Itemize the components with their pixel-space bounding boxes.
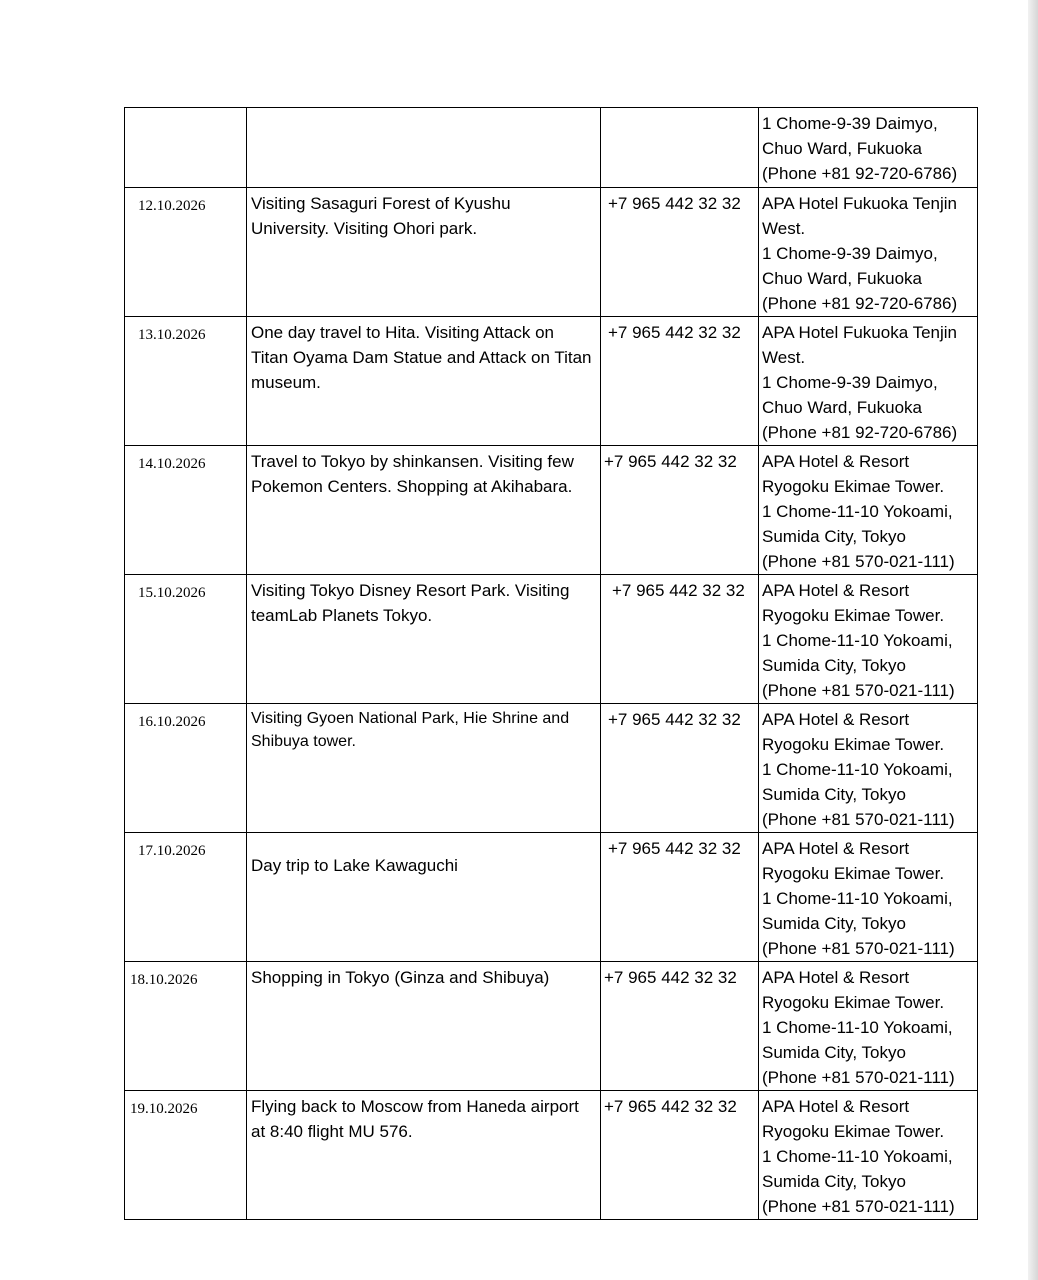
table-row bbox=[125, 317, 978, 446]
table-row bbox=[125, 1091, 978, 1220]
activity-cell: Shopping in Tokyo (Ginza and Shibuya) bbox=[247, 962, 601, 1091]
date-cell: 18.10.2026 bbox=[125, 962, 247, 1091]
hotel-cell: APA Hotel & Resort Ryogoku Ekimae Tower. 1 Chome-11-10 Yokoami, Sumida City, Tokyo (Phone +81 570-021-111) bbox=[759, 704, 978, 833]
date-cell: 15.10.2026 bbox=[125, 575, 247, 704]
date-cell: 19.10.2026 bbox=[125, 1091, 247, 1220]
phone-cell: +7 965 442 32 32 bbox=[601, 833, 759, 962]
phone-cell: +7 965 442 32 32 bbox=[601, 188, 759, 317]
activity-cell bbox=[247, 188, 601, 317]
phone-cell: +7 965 442 32 32 bbox=[601, 317, 759, 446]
hotel-cell: APA Hotel & Resort Ryogoku Ekimae Tower. 1 Chome-11-10 Yokoami, Sumida City, Tokyo (Phone +81 570-021-111) bbox=[759, 1091, 978, 1220]
activity-cell: Flying back to Moscow from Haneda airport at 8:40 flight MU 576. bbox=[247, 1091, 601, 1220]
date-cell: 14.10.2026 bbox=[125, 446, 247, 575]
phone-cell: +7 965 442 32 32 bbox=[601, 446, 759, 575]
table-row bbox=[125, 962, 978, 1091]
activity-cell bbox=[247, 108, 601, 188]
table-row bbox=[125, 446, 978, 575]
phone-cell bbox=[601, 108, 759, 188]
date-cell bbox=[125, 108, 247, 188]
page-edge-shadow bbox=[1028, 0, 1038, 1280]
date-cell: 16.10.2026 bbox=[125, 704, 247, 833]
itinerary-table bbox=[124, 107, 978, 1220]
activity-cell: Visiting Tokyo Disney Resort Park. Visiting teamLab Planets Tokyo. bbox=[247, 575, 601, 704]
table-row bbox=[125, 108, 978, 188]
table-row bbox=[125, 575, 978, 704]
activity-text: Visiting Sasaguri Forest of Kyushu University. Visiting Ohori park. bbox=[251, 194, 511, 238]
hotel-cell: APA Hotel & Resort Ryogoku Ekimae Tower. 1 Chome-11-10 Yokoami, Sumida City, Tokyo (Phone +81 570-021-111) bbox=[759, 962, 978, 1091]
hotel-cell: APA Hotel & Resort Ryogoku Ekimae Tower. 1 Chome-11-10 Yokoami, Sumida City, Tokyo (Phone +81 570-021-111) bbox=[759, 575, 978, 704]
phone-cell: +7 965 442 32 32 bbox=[601, 575, 759, 704]
table-row bbox=[125, 833, 978, 962]
phone-cell: +7 965 442 32 32 bbox=[601, 704, 759, 833]
date-cell: 13.10.2026 bbox=[125, 317, 247, 446]
phone-cell: +7 965 442 32 32 bbox=[601, 1091, 759, 1220]
table-row bbox=[125, 704, 978, 833]
activity-cell: Travel to Tokyo by shinkansen. Visiting few Pokemon Centers. Shopping at Akihabara. bbox=[247, 446, 601, 575]
date-cell: 12.10.2026 bbox=[125, 188, 247, 317]
hotel-cell: APA Hotel & Resort Ryogoku Ekimae Tower. 1 Chome-11-10 Yokoami, Sumida City, Tokyo (Phone +81 570-021-111) bbox=[759, 446, 978, 575]
phone-cell: +7 965 442 32 32 bbox=[601, 962, 759, 1091]
activity-cell: One day travel to Hita. Visiting Attack on Titan Oyama Dam Statue and Attack on Titan museum. bbox=[247, 317, 601, 446]
date-cell: 17.10.2026 bbox=[125, 833, 247, 962]
activity-cell: Visiting Gyoen National Park, Hie Shrine and Shibuya tower. bbox=[247, 704, 601, 833]
hotel-cell: APA Hotel Fukuoka Tenjin West. 1 Chome-9-39 Daimyo, Chuo Ward, Fukuoka (Phone +81 92-720-6786) bbox=[759, 188, 978, 317]
table-row bbox=[125, 188, 978, 317]
hotel-cell: APA Hotel & Resort Ryogoku Ekimae Tower. 1 Chome-11-10 Yokoami, Sumida City, Tokyo (Phone +81 570-021-111) bbox=[759, 833, 978, 962]
hotel-cell: 1 Chome-9-39 Daimyo, Chuo Ward, Fukuoka (Phone +81 92-720-6786) bbox=[759, 108, 978, 188]
activity-cell: Day trip to Lake Kawaguchi bbox=[247, 833, 601, 962]
hotel-cell: APA Hotel Fukuoka Tenjin West. 1 Chome-9-39 Daimyo, Chuo Ward, Fukuoka (Phone +81 92-720-6786) bbox=[759, 317, 978, 446]
